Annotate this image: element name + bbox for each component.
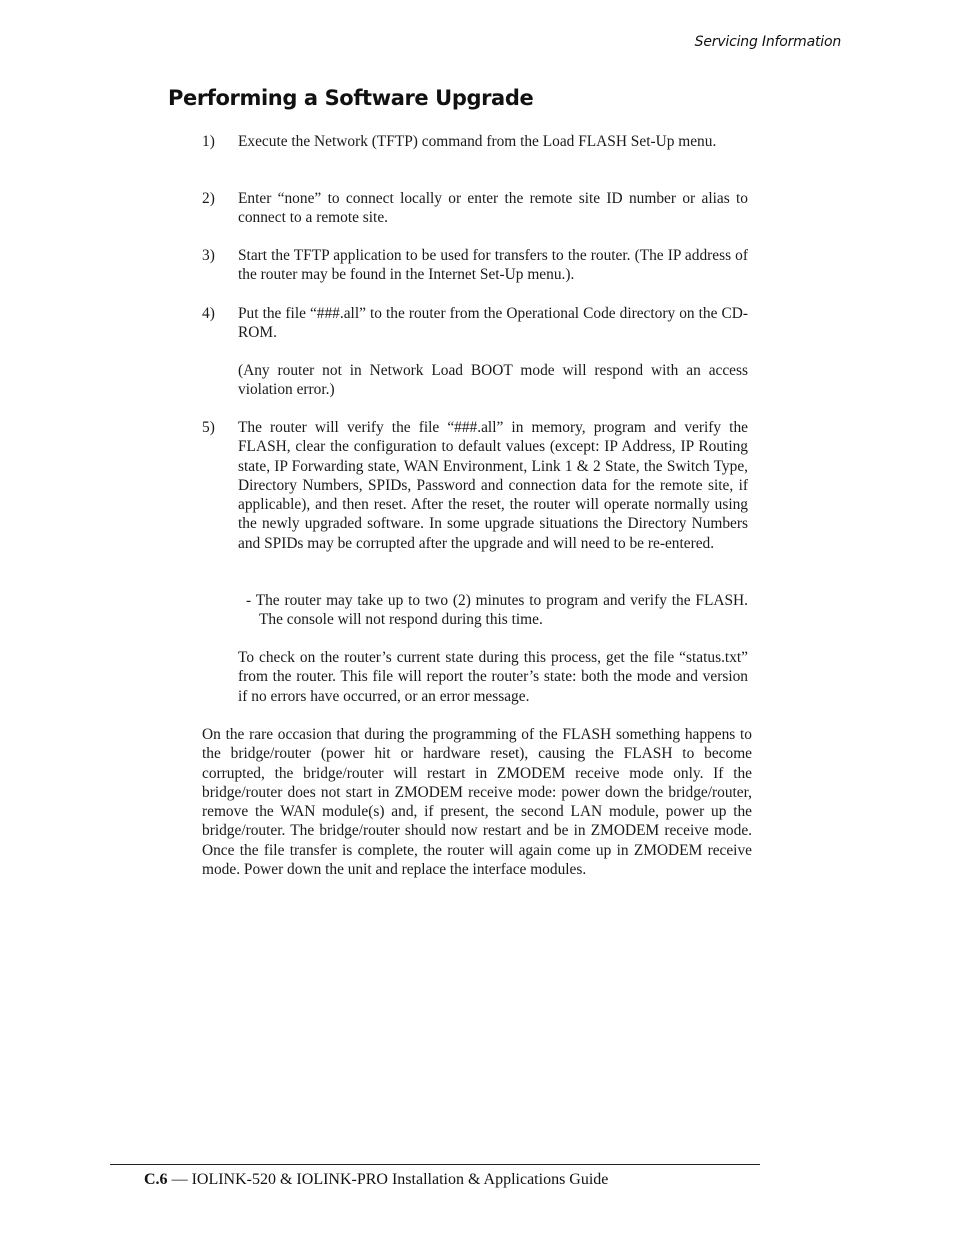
step-number: 3) bbox=[202, 247, 215, 264]
step-text: Execute the Network (TFTP) command from the Load FLASH Set-Up menu. bbox=[238, 133, 717, 150]
page-number: C.6 bbox=[144, 1171, 168, 1188]
step-5-dash-note: - The router may take up to two (2) minutes to program and verify the FLASH. The console will not respond during this time. bbox=[246, 592, 748, 629]
step-4-note: (Any router not in Network Load BOOT mode will respond with an access violation error.) bbox=[238, 362, 748, 399]
page-footer bbox=[144, 1171, 608, 1189]
step-number: 5) bbox=[202, 419, 215, 436]
step-5-status-note: To check on the router’s current state during this process, get the file “status.txt” from the router. This file will report the router’s state: both the mode and version if no errors have occurred, or an error message. bbox=[238, 649, 748, 705]
footer-title: IOLINK-520 & IOLINK-PRO Installation & Applications Guide bbox=[191, 1171, 609, 1188]
step-number: 4) bbox=[202, 305, 215, 322]
closing-paragraph: On the rare occasion that during the programming of the FLASH something happens to the bridge/router (power hit or hardware reset), causing the FLASH to become corrupted, the bridge/router will restart in ZMODEM receive mode only. If the bridge/router does not start in ZMODEM receive mode: power down the bridge/router, remove the WAN module(s) and, if present, the second LAN module, power up the bridge/router. The bridge/router should now restart and be in ZMODEM receive mode. Once the file transfer is complete, the router will again come up in ZMODEM receive mode. Power down the unit and replace the interface modules. bbox=[202, 726, 752, 879]
step-text: Put the file “###.all” to the router from the Operational Code directory on the CD-ROM. bbox=[238, 305, 748, 342]
step-text: The router will verify the file “###.all” in memory, program and verify the FLASH, clear the configuration to default values (except: IP Address, IP Routing state, IP Forwarding state, WAN Environment, Link 1 & 2 State, the Switch Type, Directory Numbers, SPIDs, Password and connection data for the remote site, if applicable), and then reset. After the reset, the router will operate normally using the newly upgraded software. In some upgrade situations the Directory Numbers and SPIDs may be corrupted after the upgrade and will need to be re-entered. bbox=[238, 419, 748, 552]
step-number: 2) bbox=[202, 190, 215, 207]
step-number: 1) bbox=[202, 133, 215, 150]
step-text: Enter “none” to connect locally or enter the remote site ID number or alias to connect to a remote site. bbox=[238, 190, 748, 227]
footer-rule bbox=[110, 1164, 760, 1165]
page-title: Performing a Software Upgrade bbox=[168, 86, 534, 110]
footer-separator: — bbox=[167, 1171, 192, 1188]
running-header: Servicing Information bbox=[694, 34, 841, 50]
step-text: Start the TFTP application to be used for transfers to the router. (The IP address of the router may be found in the Internet Set-Up menu.). bbox=[238, 247, 748, 284]
